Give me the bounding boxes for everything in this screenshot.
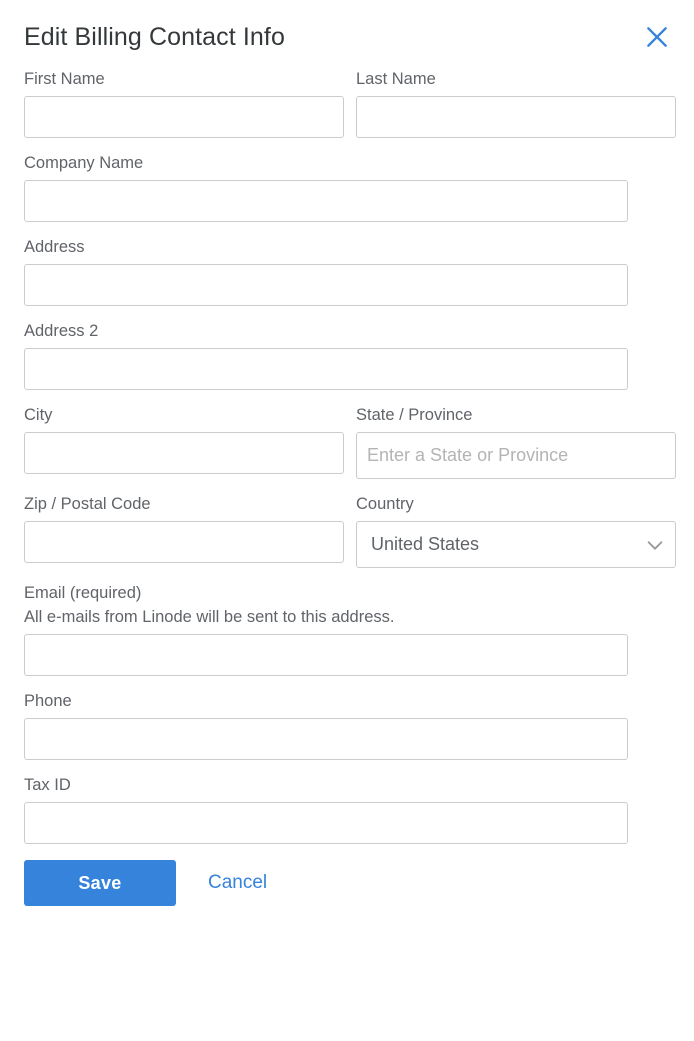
first-name-label: First Name [24, 70, 105, 88]
page-title: Edit Billing Contact Info [24, 23, 285, 51]
close-icon [644, 24, 670, 50]
city-state-row [24, 404, 670, 493]
phone-input[interactable] [24, 718, 628, 760]
address-input[interactable] [24, 264, 628, 306]
last-name-input[interactable] [356, 96, 676, 138]
company-name-input[interactable] [24, 180, 628, 222]
last-name-field-group [356, 68, 676, 138]
country-label: Country [356, 495, 414, 513]
email-label: Email (required) [24, 584, 142, 602]
email-field-group [24, 582, 628, 676]
state-field-group [356, 404, 676, 479]
city-input[interactable] [24, 432, 344, 474]
state-input[interactable] [356, 432, 676, 479]
dialog-actions [24, 860, 670, 906]
address2-label: Address 2 [24, 322, 99, 340]
phone-label: Phone [24, 692, 72, 710]
tax-id-field-group [24, 774, 628, 844]
country-field-group [356, 493, 676, 568]
tax-id-input[interactable] [24, 802, 628, 844]
address-field-group [24, 236, 628, 306]
dialog-header [24, 22, 670, 52]
zip-input[interactable] [24, 521, 344, 563]
company-name-label: Company Name [24, 154, 144, 172]
email-field[interactable] [24, 634, 628, 676]
first-name-input[interactable] [24, 96, 344, 138]
country-select-value: United States [356, 521, 676, 568]
company-name-field-group [24, 152, 628, 222]
state-label: State / Province [356, 406, 473, 424]
address2-field-group [24, 320, 628, 390]
country-select[interactable] [356, 521, 676, 568]
cancel-button[interactable]: Cancel [194, 864, 281, 902]
email-helper-text: All e-mails from Linode will be sent to this address. [24, 608, 395, 626]
address-label: Address [24, 238, 85, 256]
zip-field-group [24, 493, 344, 568]
tax-id-label: Tax ID [24, 776, 71, 794]
city-field-group [24, 404, 344, 479]
first-name-field-group [24, 68, 344, 138]
save-button[interactable]: Save [24, 860, 176, 906]
zip-country-row [24, 493, 670, 582]
zip-label: Zip / Postal Code [24, 495, 151, 513]
phone-field-group [24, 690, 628, 760]
address2-input[interactable] [24, 348, 628, 390]
name-row [24, 68, 670, 152]
close-button[interactable] [644, 24, 670, 50]
city-label: City [24, 406, 53, 424]
last-name-label: Last Name [356, 70, 436, 88]
